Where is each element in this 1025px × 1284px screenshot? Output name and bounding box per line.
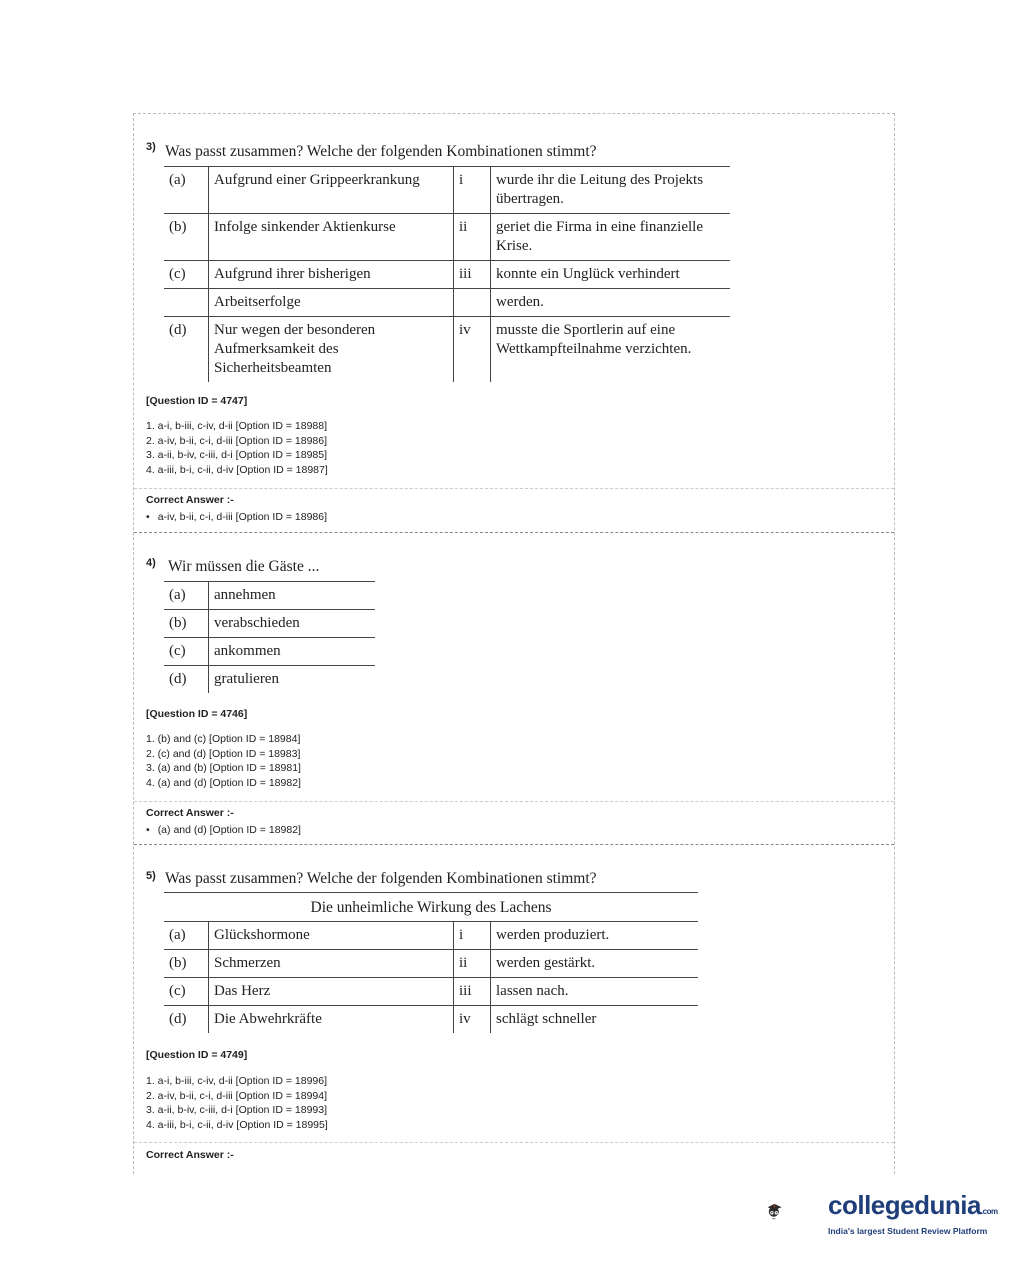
left-cell: Schmerzen — [209, 950, 454, 978]
options-list — [146, 732, 301, 790]
brand-wordmark: collegedunia — [828, 1190, 981, 1220]
left-cell: Infolge sinkender Aktienkurse — [209, 214, 454, 261]
right-cell: musste die Sportlerin auf eine Wettkampfteilnahme verzichten. — [496, 322, 692, 357]
roman-cell: iv — [454, 1006, 491, 1034]
roman-cell: ii — [454, 950, 491, 978]
left-cell: Aufgrund ihrer bisherigen — [209, 261, 454, 289]
roman-cell: iii — [454, 978, 491, 1006]
question-divider — [134, 844, 894, 845]
roman-cell: i — [454, 167, 491, 214]
row-letter: (a) — [164, 922, 209, 950]
left-cell: Aufgrund einer Grippeerkrankung — [209, 167, 454, 214]
correct-answer-label: Correct Answer :- — [146, 494, 234, 506]
row-letter: (a) — [164, 582, 209, 610]
row-letter — [164, 289, 209, 317]
row-letter: (c) — [164, 638, 209, 666]
option-item: 3. (a) and (b) [Option ID = 18981] — [146, 762, 301, 775]
matching-table — [164, 921, 698, 1033]
correct-answer-label: Correct Answer :- — [146, 1149, 234, 1161]
divider — [134, 801, 894, 802]
row-letter: (d) — [164, 1006, 209, 1034]
row-letter: (a) — [164, 167, 209, 214]
collegedunia-logo-icon — [766, 1176, 830, 1248]
option-item: 2. a-iv, b-ii, c-i, d-iii [Option ID = 18986] — [146, 434, 328, 447]
divider — [134, 1142, 894, 1143]
brand-suffix: .com — [980, 1207, 998, 1216]
row-letter: (d) — [164, 317, 209, 383]
divider — [134, 488, 894, 489]
right-cell: wurde ihr die Leitung des Projekts übertragen. — [491, 167, 731, 214]
question-text: Was passt zusammen? Welche der folgenden Kombinationen stimmt? — [165, 870, 597, 887]
right-cell: werden gestärkt. — [491, 950, 699, 978]
brand-tagline: India's largest Student Review Platform — [828, 1226, 988, 1236]
roman-cell: ii — [454, 214, 491, 261]
right-cell: konnte ein Unglück verhindert — [491, 261, 731, 289]
options-list — [146, 419, 328, 477]
correct-answer: • a-iv, b-ii, c-i, d-iii [Option ID = 18986] — [146, 511, 327, 523]
option-item: 2. a-iv, b-ii, c-i, d-iii [Option ID = 18994] — [146, 1089, 328, 1102]
question-id: [Question ID = 4749] — [146, 1049, 248, 1061]
brand-name — [828, 1190, 998, 1221]
left-cell: Das Herz — [209, 978, 454, 1006]
question-text: Was passt zusammen? Welche der folgenden Kombinationen stimmt? — [165, 143, 597, 160]
roman-cell: iv — [454, 317, 491, 383]
row-letter: (b) — [164, 610, 209, 638]
left-cell: Nur wegen der besonderen Aufmerksamkeit des Sicherheitsbeamten — [209, 317, 454, 383]
roman-cell — [454, 289, 491, 317]
row-letter: (c) — [164, 261, 209, 289]
right-cell: werden. — [491, 289, 731, 317]
right-cell: lassen nach. — [491, 978, 699, 1006]
right-cell: geriet die Firma in eine finanzielle Krise. — [491, 214, 731, 261]
row-letter: (c) — [164, 978, 209, 1006]
question-id: [Question ID = 4747] — [146, 395, 248, 407]
question-text: Wir müssen die Gäste ... — [168, 558, 320, 575]
row-text: gratulieren — [214, 671, 279, 687]
roman-cell: i — [454, 922, 491, 950]
row-text: ankommen — [209, 638, 376, 666]
option-item: 3. a-ii, b-iv, c-iii, d-i [Option ID = 18993] — [146, 1104, 328, 1117]
question-page — [133, 113, 895, 1174]
left-cell: Arbeitserfolge — [209, 289, 454, 317]
option-item: 1. a-i, b-iii, c-iv, d-ii [Option ID = 18996] — [146, 1075, 328, 1087]
table-title: Die unheimliche Wirkung des Lachens — [310, 899, 552, 916]
option-item: 2. (c) and (d) [Option ID = 18983] — [146, 747, 301, 760]
roman-cell: iii — [454, 261, 491, 289]
question-number: 4) — [146, 557, 156, 569]
matching-table — [164, 166, 730, 382]
options-table — [164, 581, 375, 693]
table-top-rule — [164, 892, 698, 893]
row-letter: (d) — [164, 666, 209, 694]
option-item: 4. a-iii, b-i, c-ii, d-iv [Option ID = 18995] — [146, 1118, 328, 1131]
left-cell: Die Abwehrkräfte — [209, 1006, 454, 1034]
right-cell: werden produziert. — [491, 922, 699, 950]
option-item: 4. (a) and (d) [Option ID = 18982] — [146, 776, 301, 789]
option-item: 1. (b) and (c) [Option ID = 18984] — [146, 733, 301, 745]
correct-answer: • (a) and (d) [Option ID = 18982] — [146, 824, 301, 836]
row-text: annehmen — [209, 582, 376, 610]
row-letter: (b) — [164, 214, 209, 261]
question-number: 5) — [146, 870, 156, 882]
row-text: verabschieden — [209, 610, 376, 638]
correct-answer-label: Correct Answer :- — [146, 807, 234, 819]
question-number: 3) — [146, 141, 156, 153]
option-item: 1. a-i, b-iii, c-iv, d-ii [Option ID = 18988] — [146, 420, 328, 432]
question-id: [Question ID = 4746] — [146, 708, 248, 720]
option-item: 3. a-ii, b-iv, c-iii, d-i [Option ID = 18985] — [146, 449, 328, 462]
option-item: 4. a-iii, b-i, c-ii, d-iv [Option ID = 18987] — [146, 463, 328, 476]
right-cell: schlägt schneller — [496, 1011, 597, 1027]
options-list — [146, 1074, 328, 1132]
row-letter: (b) — [164, 950, 209, 978]
left-cell: Glückshormone — [209, 922, 454, 950]
question-divider — [134, 532, 894, 533]
